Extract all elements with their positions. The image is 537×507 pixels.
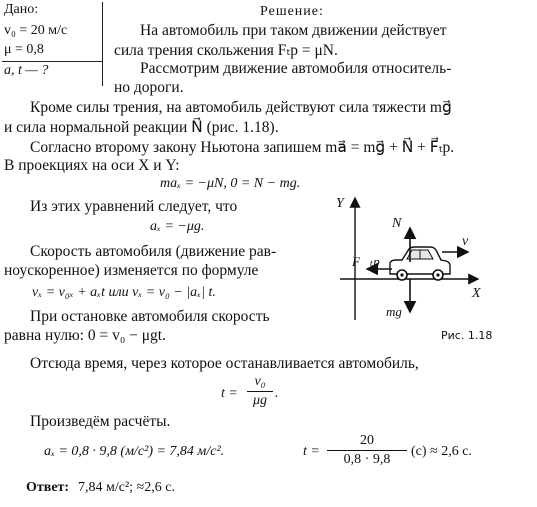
paragraph-1: На автомобиль при таком движении действует bbox=[140, 22, 447, 39]
given-find: a, t — ? bbox=[4, 63, 49, 78]
calc-acceleration: aₓ = 0,8 · 9,8 (м/с²) = 7,84 м/с². bbox=[44, 444, 225, 459]
paragraph-1-cont: сила трения скольжения Fₜр = μN. bbox=[114, 42, 338, 59]
paragraph-7-cont: равна нулю: 0 = v₀ − μgt. bbox=[4, 327, 166, 344]
x-axis-label: X bbox=[472, 286, 481, 301]
gravity-label: mg⃗ bbox=[386, 304, 412, 319]
paragraph-7: При остановке автомобиля скорость bbox=[30, 308, 270, 325]
friction-label: F⃗ₜр bbox=[352, 254, 380, 269]
equations-projections: maₓ = −μN, 0 = N − mg. bbox=[160, 176, 301, 191]
paragraph-6-cont: ноускоренное) изменяется по формуле bbox=[4, 262, 259, 279]
time-formula-numerator: v₀ bbox=[254, 374, 266, 389]
paragraph-9: Произведём расчёты. bbox=[30, 413, 171, 430]
given-title: Дано: bbox=[4, 2, 39, 17]
car-icon bbox=[390, 247, 450, 280]
fraction-bar bbox=[327, 450, 407, 451]
paragraph-2: Рассмотрим движение автомобиля относитель- bbox=[140, 60, 452, 77]
paragraph-2-cont: но дороги. bbox=[114, 79, 184, 96]
paragraph-3: Кроме силы трения, на автомобиль действуют сила тяжести mg⃗ bbox=[30, 99, 452, 116]
time-formula-denominator: μg bbox=[252, 393, 268, 408]
paragraph-8: Отсюда время, через которое останавливается автомобиль, bbox=[30, 355, 419, 372]
y-axis-label: Y bbox=[336, 196, 344, 211]
calc-time-numerator: 20 bbox=[360, 433, 374, 448]
answer-value: 7,84 м/с²; ≈2,6 с. bbox=[78, 480, 175, 495]
given-divider bbox=[2, 61, 102, 62]
given-vertical-rule bbox=[102, 2, 103, 86]
calc-time-denominator: 0,8 · 9,8 bbox=[343, 452, 391, 467]
time-formula-fraction bbox=[247, 374, 273, 409]
paragraph-6: Скорость автомобиля (движение рав- bbox=[30, 243, 277, 260]
fraction-bar bbox=[247, 391, 273, 392]
time-formula-end: . bbox=[275, 386, 279, 401]
calc-time-fraction bbox=[327, 433, 407, 468]
paragraph-4: Согласно второму закону Ньютона запишем ma⃗ = mg⃗ + N⃗ + F⃗ₜр. bbox=[30, 139, 455, 156]
paragraph-4-cont: В проекциях на оси X и Y: bbox=[4, 157, 180, 174]
equation-velocity: vₓ = v₀ₓ + aₓt или vₓ = v₀ − |aₓ| t. bbox=[32, 285, 216, 300]
answer-label: Ответ: bbox=[26, 480, 70, 495]
given-mu: μ = 0,8 bbox=[4, 42, 44, 57]
calc-time-lhs: t = bbox=[303, 444, 320, 459]
figure-caption: Рис. 1.18 bbox=[441, 329, 493, 342]
calc-time-rhs: (с) ≈ 2,6 с. bbox=[411, 444, 472, 459]
given-velocity: v₀ = 20 м/с bbox=[4, 23, 68, 38]
normal-force-label: N⃗ bbox=[392, 216, 413, 231]
time-formula-lhs: t = bbox=[221, 386, 238, 401]
paragraph-3-cont: и сила нормальной реакции N⃗ (рис. 1.18). bbox=[4, 119, 279, 136]
equation-acceleration: aₓ = −μg. bbox=[150, 219, 205, 234]
velocity-label: v⃗ bbox=[462, 234, 480, 249]
paragraph-5: Из этих уравнений следует, что bbox=[30, 198, 238, 215]
solution-heading: Решение: bbox=[260, 4, 324, 19]
